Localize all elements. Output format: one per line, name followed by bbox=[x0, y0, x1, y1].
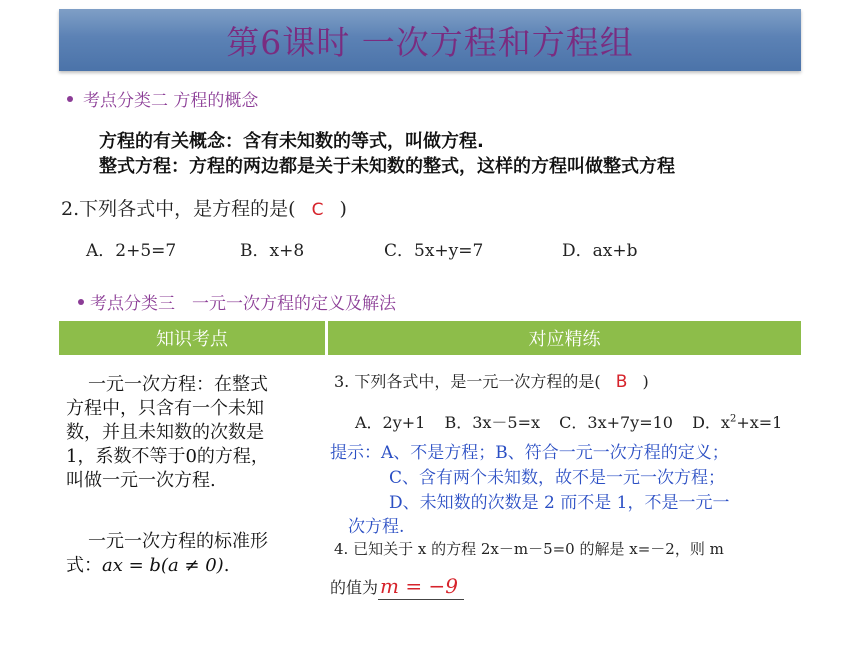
question-4-stem: 4. 已知关于 x 的方程 2x－m－5=0 的解是 x=－2，则 m bbox=[334, 540, 724, 558]
table-header-practice: 对应精练 bbox=[328, 321, 801, 355]
hint-line-1: 提示：A、不是方程；B、符合一元一次方程的定义； bbox=[330, 443, 729, 463]
question-3-option-c: C．3x+7y=10 bbox=[559, 413, 673, 432]
standard-form-period: . bbox=[223, 555, 230, 576]
question-4-line-2 bbox=[330, 574, 464, 598]
question-2-option-d: D．ax+b bbox=[562, 241, 638, 261]
standard-form-formula: ax = b(a ≠ 0) bbox=[102, 555, 224, 576]
question-2 bbox=[61, 194, 347, 221]
question-2-answer: C bbox=[311, 200, 324, 220]
question-2-option-a: A．2+5=7 bbox=[86, 241, 177, 261]
question-3-stem: 3. 下列各式中，是一元一次方程的是( bbox=[334, 372, 601, 391]
definition-line-2: 方程中，只含有一个未知 bbox=[66, 398, 264, 419]
standard-form-line-2 bbox=[66, 554, 321, 578]
question-3-options bbox=[355, 410, 782, 433]
question-4-prefix: 的值为 bbox=[330, 578, 379, 597]
section-heading-2-text: 考点分类三 一元一次方程的定义及解法 bbox=[90, 294, 396, 314]
question-3 bbox=[334, 369, 649, 392]
hint-line-2: C、含有两个未知数，故不是一元一次方程； bbox=[389, 468, 726, 488]
standard-form-prefix: 式： bbox=[66, 555, 102, 576]
bullet-icon bbox=[67, 96, 73, 102]
page-title: 第6课时 一次方程和方程组 bbox=[226, 22, 634, 62]
question-4-answer: m = −9 bbox=[378, 574, 464, 600]
definition-line-5: 叫做一元一次方程. bbox=[66, 470, 216, 491]
question-3-option-d bbox=[692, 413, 782, 432]
title-banner bbox=[59, 9, 801, 71]
option-d-rest: +x=1 bbox=[736, 413, 783, 432]
knowledge-definition bbox=[66, 373, 321, 493]
question-3-option-b: B．3x－5=x bbox=[444, 413, 541, 432]
concept-line-1: 方程的有关概念：含有未知数的等式，叫做方程. bbox=[99, 131, 484, 152]
question-2-option-b: B．x+8 bbox=[240, 241, 305, 261]
hint-line-4: 次方程. bbox=[348, 517, 405, 537]
definition-line-3: 数，并且未知数的次数是 bbox=[66, 422, 264, 443]
hint-line-3: D、未知数的次数是 2 而不是 1，不是一元一 bbox=[389, 493, 730, 513]
question-2-close: ) bbox=[339, 198, 347, 220]
question-3-answer: B bbox=[615, 372, 628, 392]
question-3-option-a: A．2y+1 bbox=[355, 413, 426, 432]
question-3-close: ) bbox=[642, 372, 649, 391]
bullet-icon bbox=[78, 299, 84, 305]
section-heading-1 bbox=[67, 86, 258, 111]
concept-line-2: 整式方程：方程的两边都是关于未知数的整式，这样的方程叫做整式方程 bbox=[99, 156, 675, 177]
question-2-option-c: C．5x+y=7 bbox=[384, 241, 484, 261]
section-heading-1-text: 考点分类二 方程的概念 bbox=[83, 91, 259, 111]
table-header-knowledge: 知识考点 bbox=[59, 321, 325, 355]
knowledge-standard-form bbox=[66, 530, 321, 578]
definition-line-4: 1，系数不等于0的方程， bbox=[66, 446, 269, 467]
standard-form-line-1: 一元一次方程的标准形 bbox=[88, 531, 268, 552]
section-heading-2 bbox=[78, 289, 396, 314]
definition-line-1: 一元一次方程：在整式 bbox=[88, 374, 268, 395]
option-d-base: D．x bbox=[692, 413, 730, 432]
question-2-stem: 2.下列各式中，是方程的是( bbox=[61, 198, 296, 220]
option-d-exponent: 2 bbox=[729, 413, 737, 425]
